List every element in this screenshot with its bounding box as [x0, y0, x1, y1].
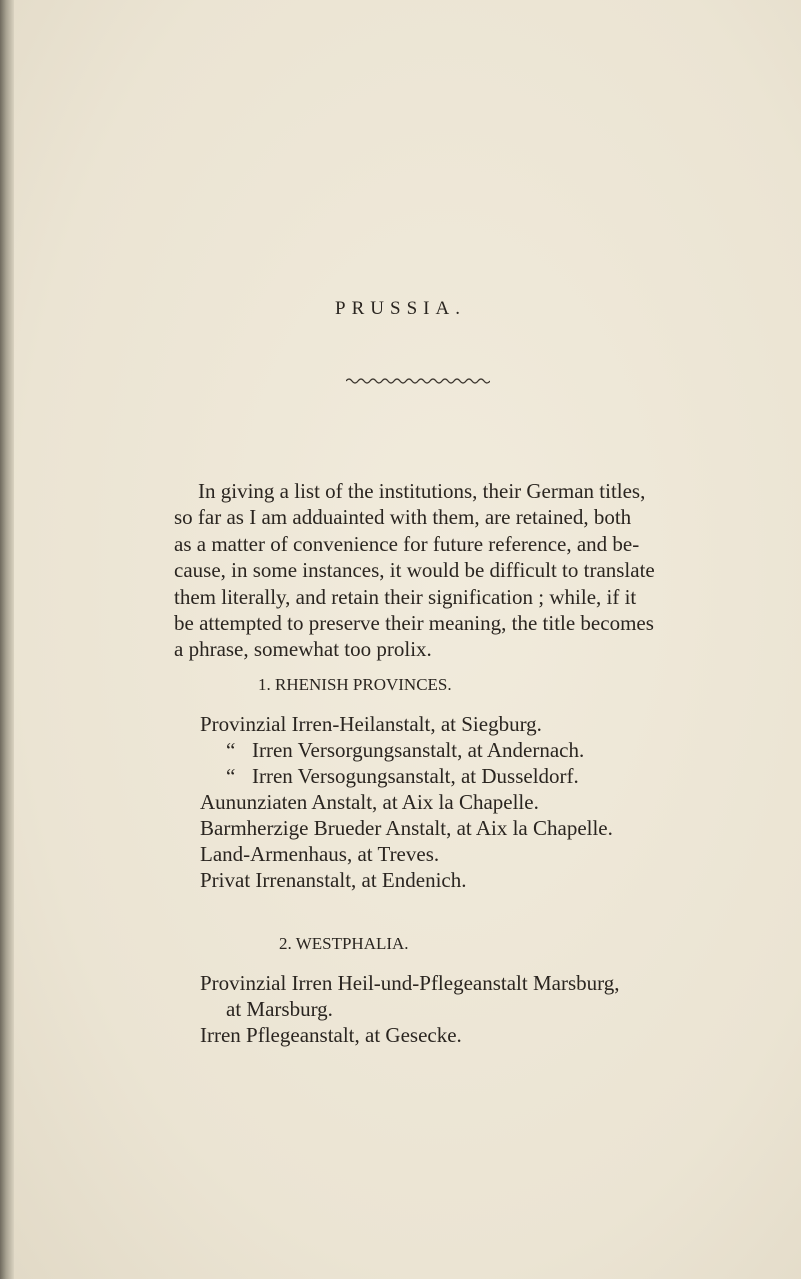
decorative-wavy-rule	[346, 375, 490, 387]
entry-text: Aununziaten Anstalt, at Aix la Chapelle.	[200, 790, 539, 814]
section-title-rhenish-provinces: 1. RHENISH PROVINCES.	[258, 675, 452, 694]
intro-line: In giving a list of the institutions, their German titles,	[198, 479, 646, 503]
list-item	[226, 764, 579, 789]
list-item	[200, 868, 467, 893]
intro-line: cause, in some instances, it would be difficult to translate	[174, 558, 655, 583]
section-title-westphalia: 2. WESTPHALIA.	[279, 934, 409, 953]
list-item	[226, 997, 333, 1022]
intro-line: be attempted to preserve their meaning, the title becomes	[174, 611, 654, 636]
list-item	[200, 790, 539, 815]
intro-line: so far as I am adduainted with them, are retained, both	[174, 505, 632, 530]
entry-text: Barmherzige Brueder Anstalt, at Aix la Chapelle.	[200, 816, 613, 840]
entry-text: Irren Pflegeanstalt, at Gesecke.	[200, 1023, 462, 1047]
list-item	[200, 1023, 462, 1048]
entry-text: Land-Armenhaus, at Treves.	[200, 842, 440, 866]
ditto-mark: “	[226, 764, 236, 788]
entry-text: Provinzial Irren-Heilanstalt, at Siegburg.	[200, 712, 542, 736]
list-item	[200, 816, 613, 841]
intro-line: a phrase, somewhat too prolix.	[174, 637, 432, 662]
entry-text: Irren Versorgungsanstalt, at Andernach.	[252, 738, 585, 762]
intro-line: them literally, and retain their signification ; while, if it	[174, 584, 637, 609]
list-item	[200, 971, 620, 996]
ditto-mark: “	[226, 738, 236, 762]
list-item	[226, 738, 584, 763]
list-item	[200, 712, 542, 737]
entry-text: Irren Versogungsanstalt, at Dusseldorf.	[252, 764, 579, 788]
binding-gutter	[0, 0, 14, 1279]
entry-text: Provinzial Irren Heil-und-Pflegeanstalt Marsburg,	[200, 971, 620, 995]
entry-text: at Marsburg.	[226, 997, 333, 1021]
intro-paragraph	[174, 478, 655, 663]
intro-line: as a matter of convenience for future reference, and be-	[174, 531, 640, 556]
entry-text: Privat Irrenanstalt, at Endenich.	[200, 868, 467, 892]
list-item	[200, 842, 439, 867]
page-heading: PRUSSIA.	[335, 298, 466, 319]
